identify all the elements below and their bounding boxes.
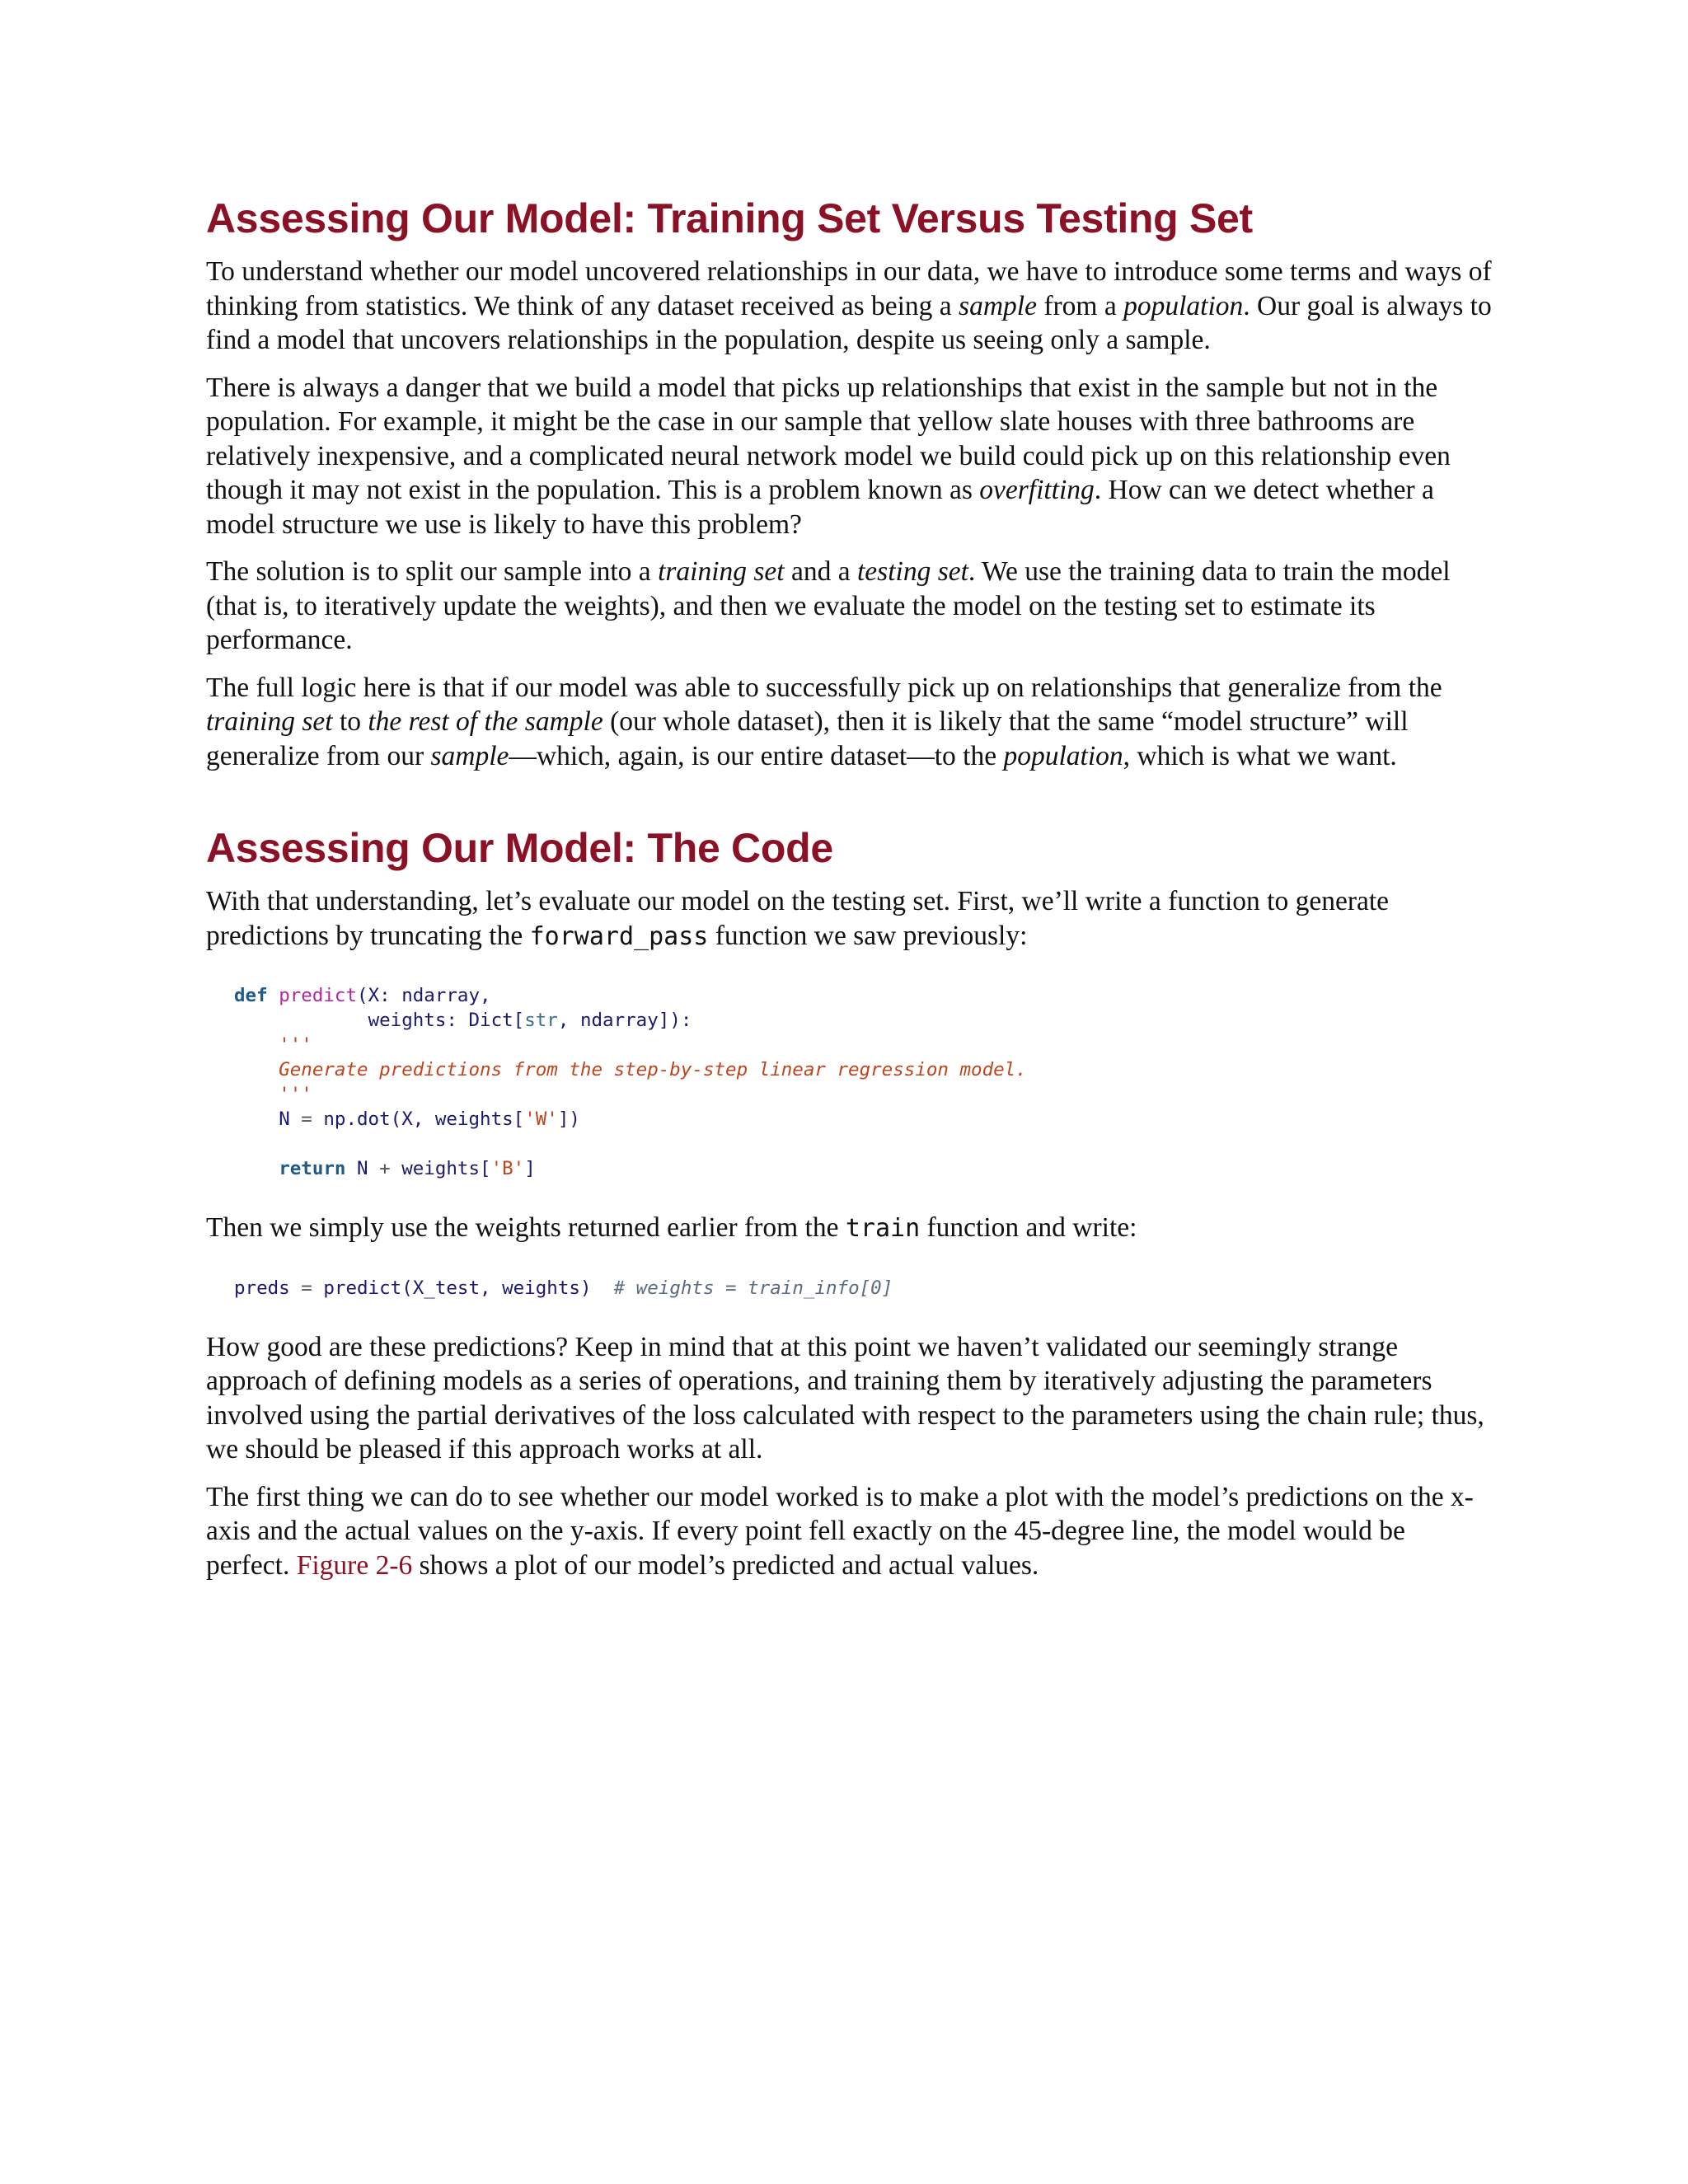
text: . Our goal is always to find a model that uncovers relationships in the population, despite us seeing only a sample. xyxy=(206,290,1492,355)
code-block-preds xyxy=(234,1276,1492,1301)
text: The first thing we can do to see whether our model worked is to make a plot with the model’s predictions on the x-axis and the actual values on the y-axis. If every point fell exactly on the 45-degree line, the model would be perfect. xyxy=(206,1481,1474,1581)
code-punct: , xyxy=(557,1010,580,1031)
inline-code-train: train xyxy=(845,1214,921,1243)
text: to xyxy=(332,706,368,737)
code-punct: ( xyxy=(390,1108,402,1130)
code-punct: [ xyxy=(513,1108,525,1130)
paragraph-use-weights xyxy=(206,1211,1492,1246)
page-content xyxy=(206,194,1492,1596)
code-variable: preds xyxy=(234,1277,290,1299)
text: Then we simply use the weights returned earlier from the xyxy=(206,1212,846,1243)
code-operator: = xyxy=(289,1277,324,1299)
code-builtin: str xyxy=(524,1010,558,1031)
code-variable: weights xyxy=(502,1277,580,1299)
code-punct: [ xyxy=(513,1010,525,1031)
code-punct: ]): xyxy=(658,1010,692,1031)
section-heading-the-code: Assessing Our Model: The Code xyxy=(206,825,833,871)
code-operator: = xyxy=(289,1108,324,1130)
text: . We use the training data to train the model (that is, to iteratively update the weights), and then we evaluate the model on the testing set to estimate its performance. xyxy=(206,556,1451,655)
text: and a xyxy=(784,556,857,587)
text: The full logic here is that if our model was able to successfully pick up on relationships that generalize from the xyxy=(206,672,1442,703)
code-param: X xyxy=(368,985,380,1006)
inline-code-forward-pass: forward_pass xyxy=(529,921,709,951)
text: function and write: xyxy=(920,1212,1137,1243)
term-training-set: training set xyxy=(206,706,333,737)
code-variable: X_test xyxy=(412,1277,481,1299)
text: , which is what we want. xyxy=(1123,740,1397,771)
term-rest-of-sample: the rest of the sample xyxy=(368,706,603,737)
code-punct: , xyxy=(412,1108,435,1130)
code-type: ndarray xyxy=(401,985,481,1006)
code-comment: # weights = train_info[0] xyxy=(613,1277,893,1299)
text: . How can we detect whether a model structure we use is likely to have this problem? xyxy=(206,475,1434,540)
code-punct: ] xyxy=(524,1158,536,1179)
paragraph-how-good: How good are these predictions? Keep in mind that at this point we haven’t validated our seemingly strange approach of defining models as a series of operations, and training them by iteratively adjusting the parameters involved using the partial derivatives of the loss calculated with respect to the parameters using the chain rule; thus, we should be pleased if this approach works at all. xyxy=(206,1331,1484,1465)
code-punct: [ xyxy=(480,1158,491,1179)
figure-link[interactable]: Figure 2-6 xyxy=(296,1549,413,1581)
code-call: predict xyxy=(323,1277,402,1299)
term-overfitting: overfitting xyxy=(979,475,1095,505)
text: There is always a danger that we build a model that picks up relationships that exist in the sample but not in the population. For example, it might be the case in our sample that yellow slate houses with three bathrooms are relatively inexpensive, and a complicated neural network model we build could pick up on this relationship even though it may not exist in the population. This is a problem known as xyxy=(206,372,1451,505)
code-docstring-quote: ''' xyxy=(279,1084,312,1105)
code-punct: : xyxy=(446,1010,469,1031)
text: function we saw previously: xyxy=(708,920,1028,951)
paragraph-overfitting xyxy=(206,371,1492,542)
code-indent xyxy=(234,1010,368,1031)
text: from a xyxy=(1036,290,1124,321)
text: The solution is to split our sample into a xyxy=(206,556,659,587)
code-type: Dict xyxy=(468,1010,513,1031)
code-punct: ]) xyxy=(557,1108,580,1130)
code-keyword: def xyxy=(234,985,268,1006)
code-string: 'B' xyxy=(490,1158,525,1179)
code-punct: : xyxy=(379,985,402,1006)
code-block-predict-function xyxy=(234,983,1492,1181)
code-punct: , xyxy=(480,1277,503,1299)
code-variable: weights xyxy=(434,1108,513,1130)
code-punct: ) xyxy=(579,1277,592,1299)
term-training-set: training set xyxy=(658,556,785,587)
code-punct: ( xyxy=(357,985,368,1006)
paragraph-split-solution xyxy=(206,555,1492,658)
term-sample: sample xyxy=(959,290,1037,321)
term-sample: sample xyxy=(430,740,509,771)
code-operator: + xyxy=(368,1158,402,1179)
code-keyword: return xyxy=(279,1158,346,1179)
paragraph-sample-population xyxy=(206,255,1492,358)
code-variable: weights xyxy=(401,1158,481,1179)
code-type: ndarray xyxy=(579,1010,659,1031)
code-call: np.dot xyxy=(323,1108,391,1130)
text: To understand whether our model uncovered relationships in our data, we have to introduce some terms and ways of thinking from statistics. We think of any dataset received as being a xyxy=(206,256,1492,321)
code-variable: N xyxy=(279,1108,290,1130)
code-string: 'W' xyxy=(524,1108,558,1130)
text: (our whole dataset), then it is likely that the same “model structure” will generalize from our xyxy=(206,706,1409,771)
code-function-name: predict xyxy=(279,985,358,1006)
text: —which, again, is our entire dataset—to the xyxy=(509,740,1004,771)
term-population: population xyxy=(1123,290,1244,321)
code-punct: , xyxy=(480,985,491,1006)
code-docstring-quote: ''' xyxy=(279,1034,312,1056)
term-testing-set: testing set xyxy=(857,556,968,587)
text: With that understanding, let’s evaluate our model on the testing set. First, we’ll write a function to generate predictions by truncating the xyxy=(206,886,1390,951)
code-punct: ( xyxy=(401,1277,413,1299)
section-heading-training-vs-testing: Assessing Our Model: Training Set Versus Testing Set xyxy=(206,195,1253,241)
paragraph-plot-intro xyxy=(206,1480,1492,1583)
code-docstring: Generate predictions from the step-by-step linear regression model. xyxy=(279,1059,1027,1080)
paragraph-evaluate-intro xyxy=(206,884,1492,954)
code-param: weights xyxy=(368,1010,447,1031)
code-variable: N xyxy=(357,1158,368,1179)
text: shows a plot of our model’s predicted and actual values. xyxy=(412,1549,1039,1581)
term-population: population xyxy=(1003,740,1123,771)
paragraph-full-logic xyxy=(206,671,1492,774)
code-variable: X xyxy=(401,1108,413,1130)
